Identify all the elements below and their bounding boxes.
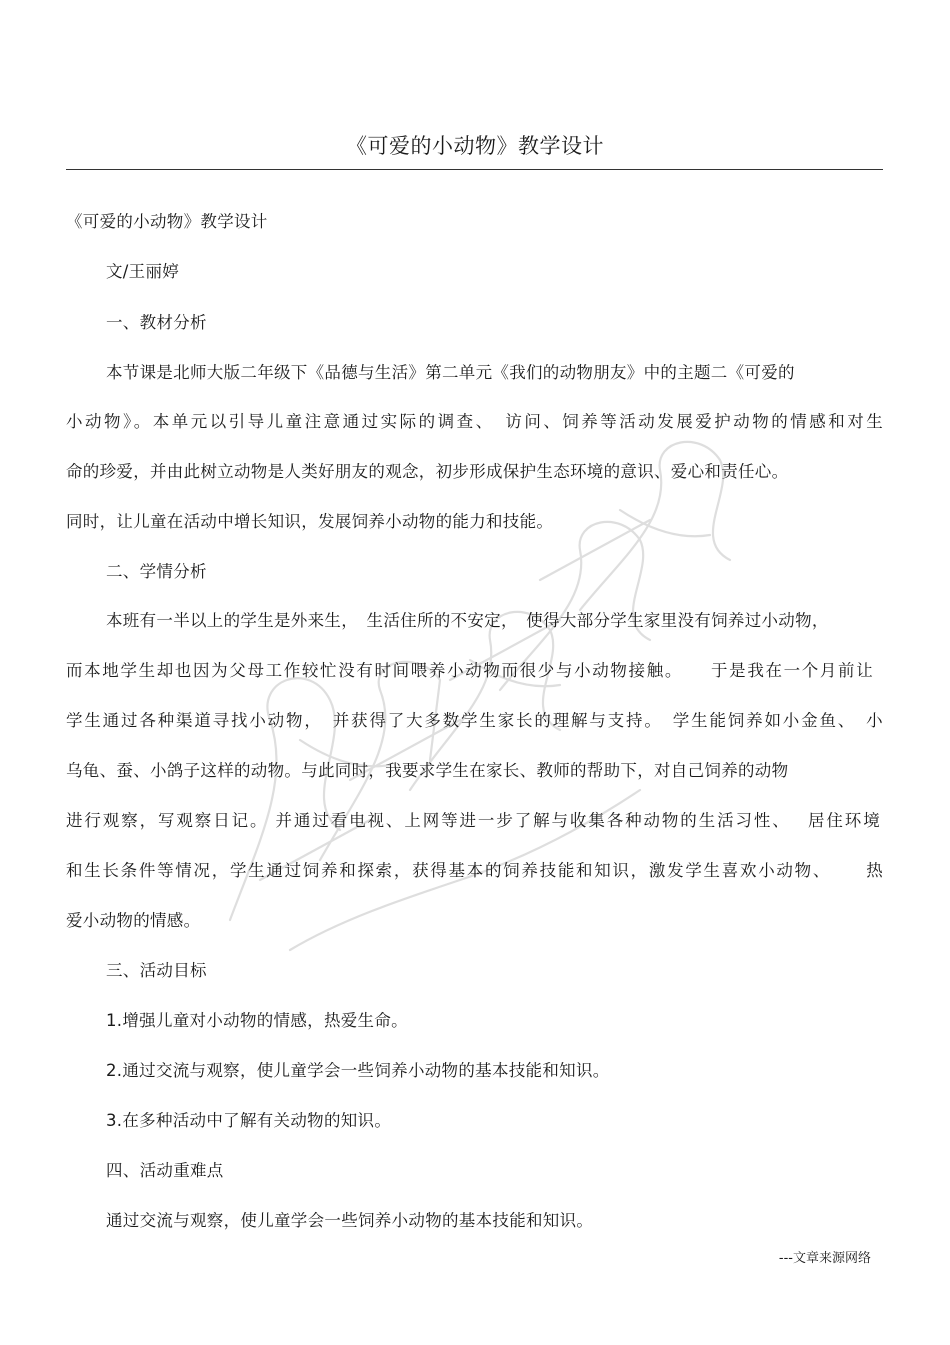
paragraph-line: 通过交流与观察，使儿童学会一些饲养小动物的基本技能和知识。 [106, 1211, 594, 1230]
section-heading: 三、活动目标 [106, 961, 207, 980]
section-heading: 一、教材分析 [106, 313, 207, 332]
page-title: 《可爱的小动物》教学设计 [346, 134, 604, 158]
section-heading: 二、学情分析 [106, 562, 207, 581]
list-item: 3.在多种活动中了解有关动物的知识。 [106, 1111, 392, 1130]
paragraph-line: 学生通过各种渠道寻找小动物， 并获得了大多数学生家长的理解与支持。 学生能饲养如小金鱼、 小 [66, 711, 883, 730]
paragraph-line: 和生长条件等情况，学生通过饲养和探索，获得基本的饲养技能和知识，激发学生喜欢小动物、 热 [66, 861, 883, 880]
source-footer: ---文章来源网络 [778, 1251, 871, 1266]
paragraph-line: 命的珍爱，并由此树立动物是人类好朋友的观念，初步形成保护生态环境的意识、爱心和责任心。 [66, 462, 789, 481]
author-line: 文/王丽婷 [106, 262, 180, 281]
title-divider [66, 169, 883, 170]
paragraph-line: 进行观察，写观察日记。 并通过看电视、上网等进一步了解与收集各种动物的生活习性、 居住环境 [66, 811, 880, 830]
paragraph-line: 爱小动物的情感。 [66, 911, 201, 930]
paragraph-line: 乌龟、蚕、小鸽子这样的动物。与此同时，我要求学生在家长、教师的帮助下，对自己饲养的动物 [66, 761, 789, 780]
list-item: 2.通过交流与观察，使儿童学会一些饲养小动物的基本技能和知识。 [106, 1061, 610, 1080]
section-heading: 四、活动重难点 [106, 1161, 224, 1180]
paragraph-line: 本节课是北师大版二年级下《品德与生活》第二单元《我们的动物朋友》中的主题二《可爱的 [106, 363, 795, 382]
list-item: 1.增强儿童对小动物的情感，热爱生命。 [106, 1011, 408, 1030]
paragraph-line: 同时，让儿童在活动中增长知识，发展饲养小动物的能力和技能。 [66, 512, 554, 531]
paragraph-line: 本班有一半以上的学生是外来生， 生活住所的不安定， 使得大部分学生家里没有饲养过小动物， [106, 611, 829, 630]
paragraph-line: 而本地学生却也因为父母工作较忙没有时间喂养小动物而很少与小动物接触。 于是我在一个月前让 [66, 661, 873, 680]
doc-heading: 《可爱的小动物》教学设计 [66, 212, 268, 231]
paragraph-line: 小动物》。本单元以引导儿童注意通过实际的调查、 访问、饲养等活动发展爱护动物的情感和对生 [66, 412, 883, 431]
